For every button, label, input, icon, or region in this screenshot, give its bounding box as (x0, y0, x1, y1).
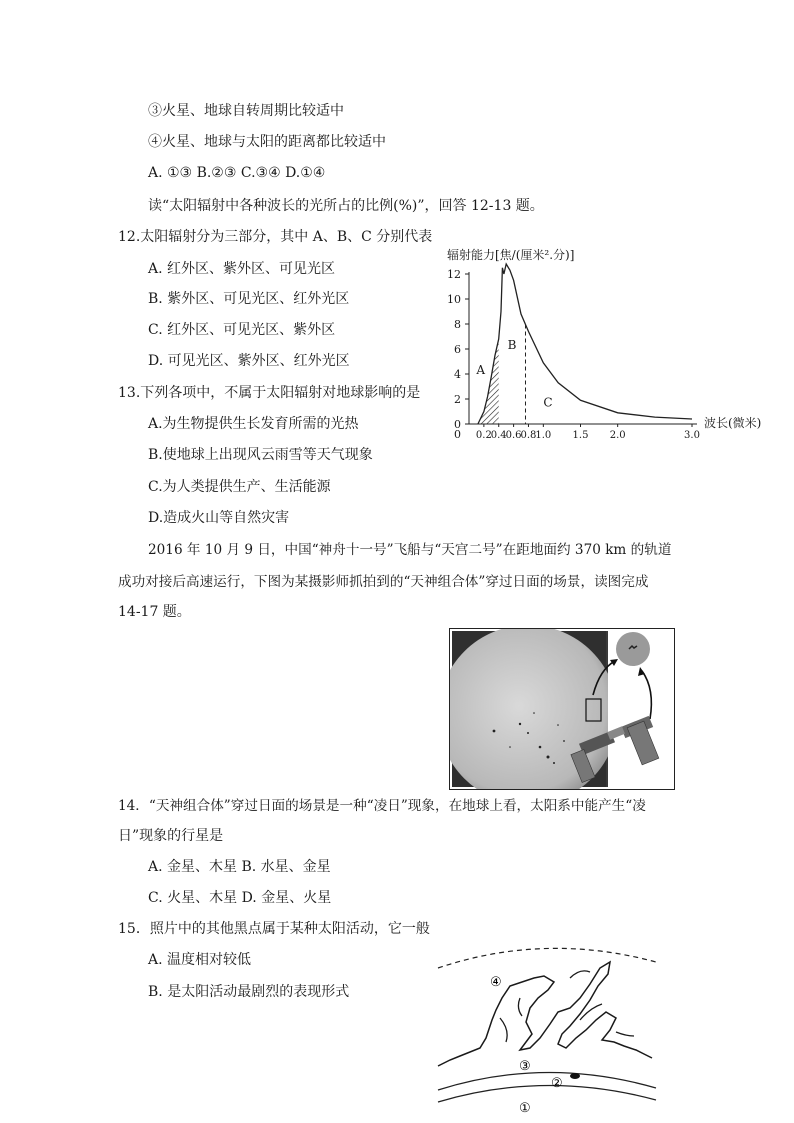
solar-radiation-chart (425, 242, 775, 442)
region-b-label: B (507, 338, 517, 352)
question-12-option-d: D. 可见光区、紫外区、红外光区 (148, 353, 350, 369)
prominence-shapes (438, 962, 652, 1066)
x-tick-label: 0.6 (505, 430, 522, 441)
x-tick-label: 0.8 (520, 430, 537, 441)
y-tick-label: 4 (454, 368, 461, 381)
y-tick-label: 0 (454, 418, 461, 431)
x-tick-label: 3.0 (684, 430, 700, 441)
answer-choices-11: A. ①③ B.②③ C.③④ D.①④ (148, 165, 326, 181)
question-14-line-1: 14．“天神组合体”穿过日面的场景是一种“凌日”现象，在地球上看，太阳系中能产生“凌 (118, 798, 646, 814)
question-14-line-2: 日”现象的行星是 (118, 828, 224, 844)
option-3-line: ③火星、地球自转周期比较适中 (148, 103, 344, 119)
question-13: 13.下列各项中，不属于太阳辐射对地球影响的是 (118, 385, 421, 401)
passage-line-1: 2016 年 10 月 9 日，中国“神舟十一号”飞船与“天宫二号”在距地面约 370 km 的轨道 (148, 542, 672, 558)
x-origin-label: 0 (454, 428, 461, 441)
x-tick-label: 1.5 (572, 430, 589, 441)
x-tick-label: 2.0 (609, 430, 626, 441)
reading-instruction: 读“太阳辐射中各种波长的光所占的比例(%)”，回答 12-13 题。 (148, 198, 544, 214)
question-12-option-a: A. 红外区、紫外区、可见光区 (148, 261, 336, 277)
passage-line-2: 成功对接后高速运行，下图为某摄影师抓拍到的“天神组合体”穿过日面的场景，读图完成 (118, 574, 649, 590)
question-12-option-c: C. 红外区、可见光区、紫外区 (148, 322, 336, 338)
y-axis-label: 辐射能力[焦/(厘米².分)] (447, 248, 575, 262)
x-tick-label: 1.0 (535, 430, 552, 441)
y-tick-label: 10 (447, 293, 461, 306)
question-12-option-b: B. 紫外区、可见光区、红外光区 (148, 291, 350, 307)
region-a-label: A (476, 363, 486, 377)
question-14-options-cd: C. 火星、木星 D. 金星、火星 (148, 890, 332, 906)
photosphere-arc-inner (438, 1085, 656, 1102)
question-15-option-b: B. 是太阳活动最剧烈的表现形式 (148, 984, 350, 1000)
question-15: 15．照片中的其他黑点属于某种太阳活动，它一般 (118, 921, 430, 937)
x-tick-label: 0.2 (475, 430, 492, 441)
question-13-option-b: B.使地球上出现风云雨雪等天气现象 (148, 447, 373, 463)
question-12: 12.太阳辐射分为三部分，其中 A、B、C 分别代表 (118, 229, 433, 245)
y-tick-label: 2 (454, 393, 461, 406)
label-4: ④ (490, 975, 502, 990)
question-13-option-c: C.为人类提供生产、生活能源 (148, 479, 331, 495)
y-tick-label: 12 (447, 268, 461, 281)
label-2: ② (551, 1076, 563, 1091)
outer-dashed-arc (438, 948, 656, 968)
label-3: ③ (519, 1059, 531, 1074)
question-15-option-a: A. 温度相对较低 (148, 952, 252, 968)
x-axis-label: 波长(微米) (704, 416, 762, 430)
zoom-inset (616, 632, 650, 666)
region-c-label: C (543, 395, 553, 410)
x-tick-label: 0.4 (490, 430, 507, 441)
question-13-option-d: D.造成火山等自然灾害 (148, 510, 290, 526)
y-tick-label: 6 (454, 343, 461, 356)
transit-photo (449, 628, 675, 790)
option-4-line: ④火星、地球与太阳的距离都比较适中 (148, 134, 386, 150)
sun-disc (450, 629, 618, 789)
photosphere-arc-outer (438, 1072, 656, 1090)
label-1: ① (519, 1101, 531, 1116)
question-13-option-a: A.为生物提供生长发育所需的光热 (148, 416, 359, 432)
passage-line-3: 14-17 题。 (118, 604, 191, 620)
y-tick-label: 8 (454, 318, 461, 331)
question-14-options-ab: A. 金星、木星 B. 水星、金星 (148, 859, 331, 875)
sunspot-mark (570, 1073, 580, 1079)
sun-layers-diagram (430, 938, 660, 1123)
